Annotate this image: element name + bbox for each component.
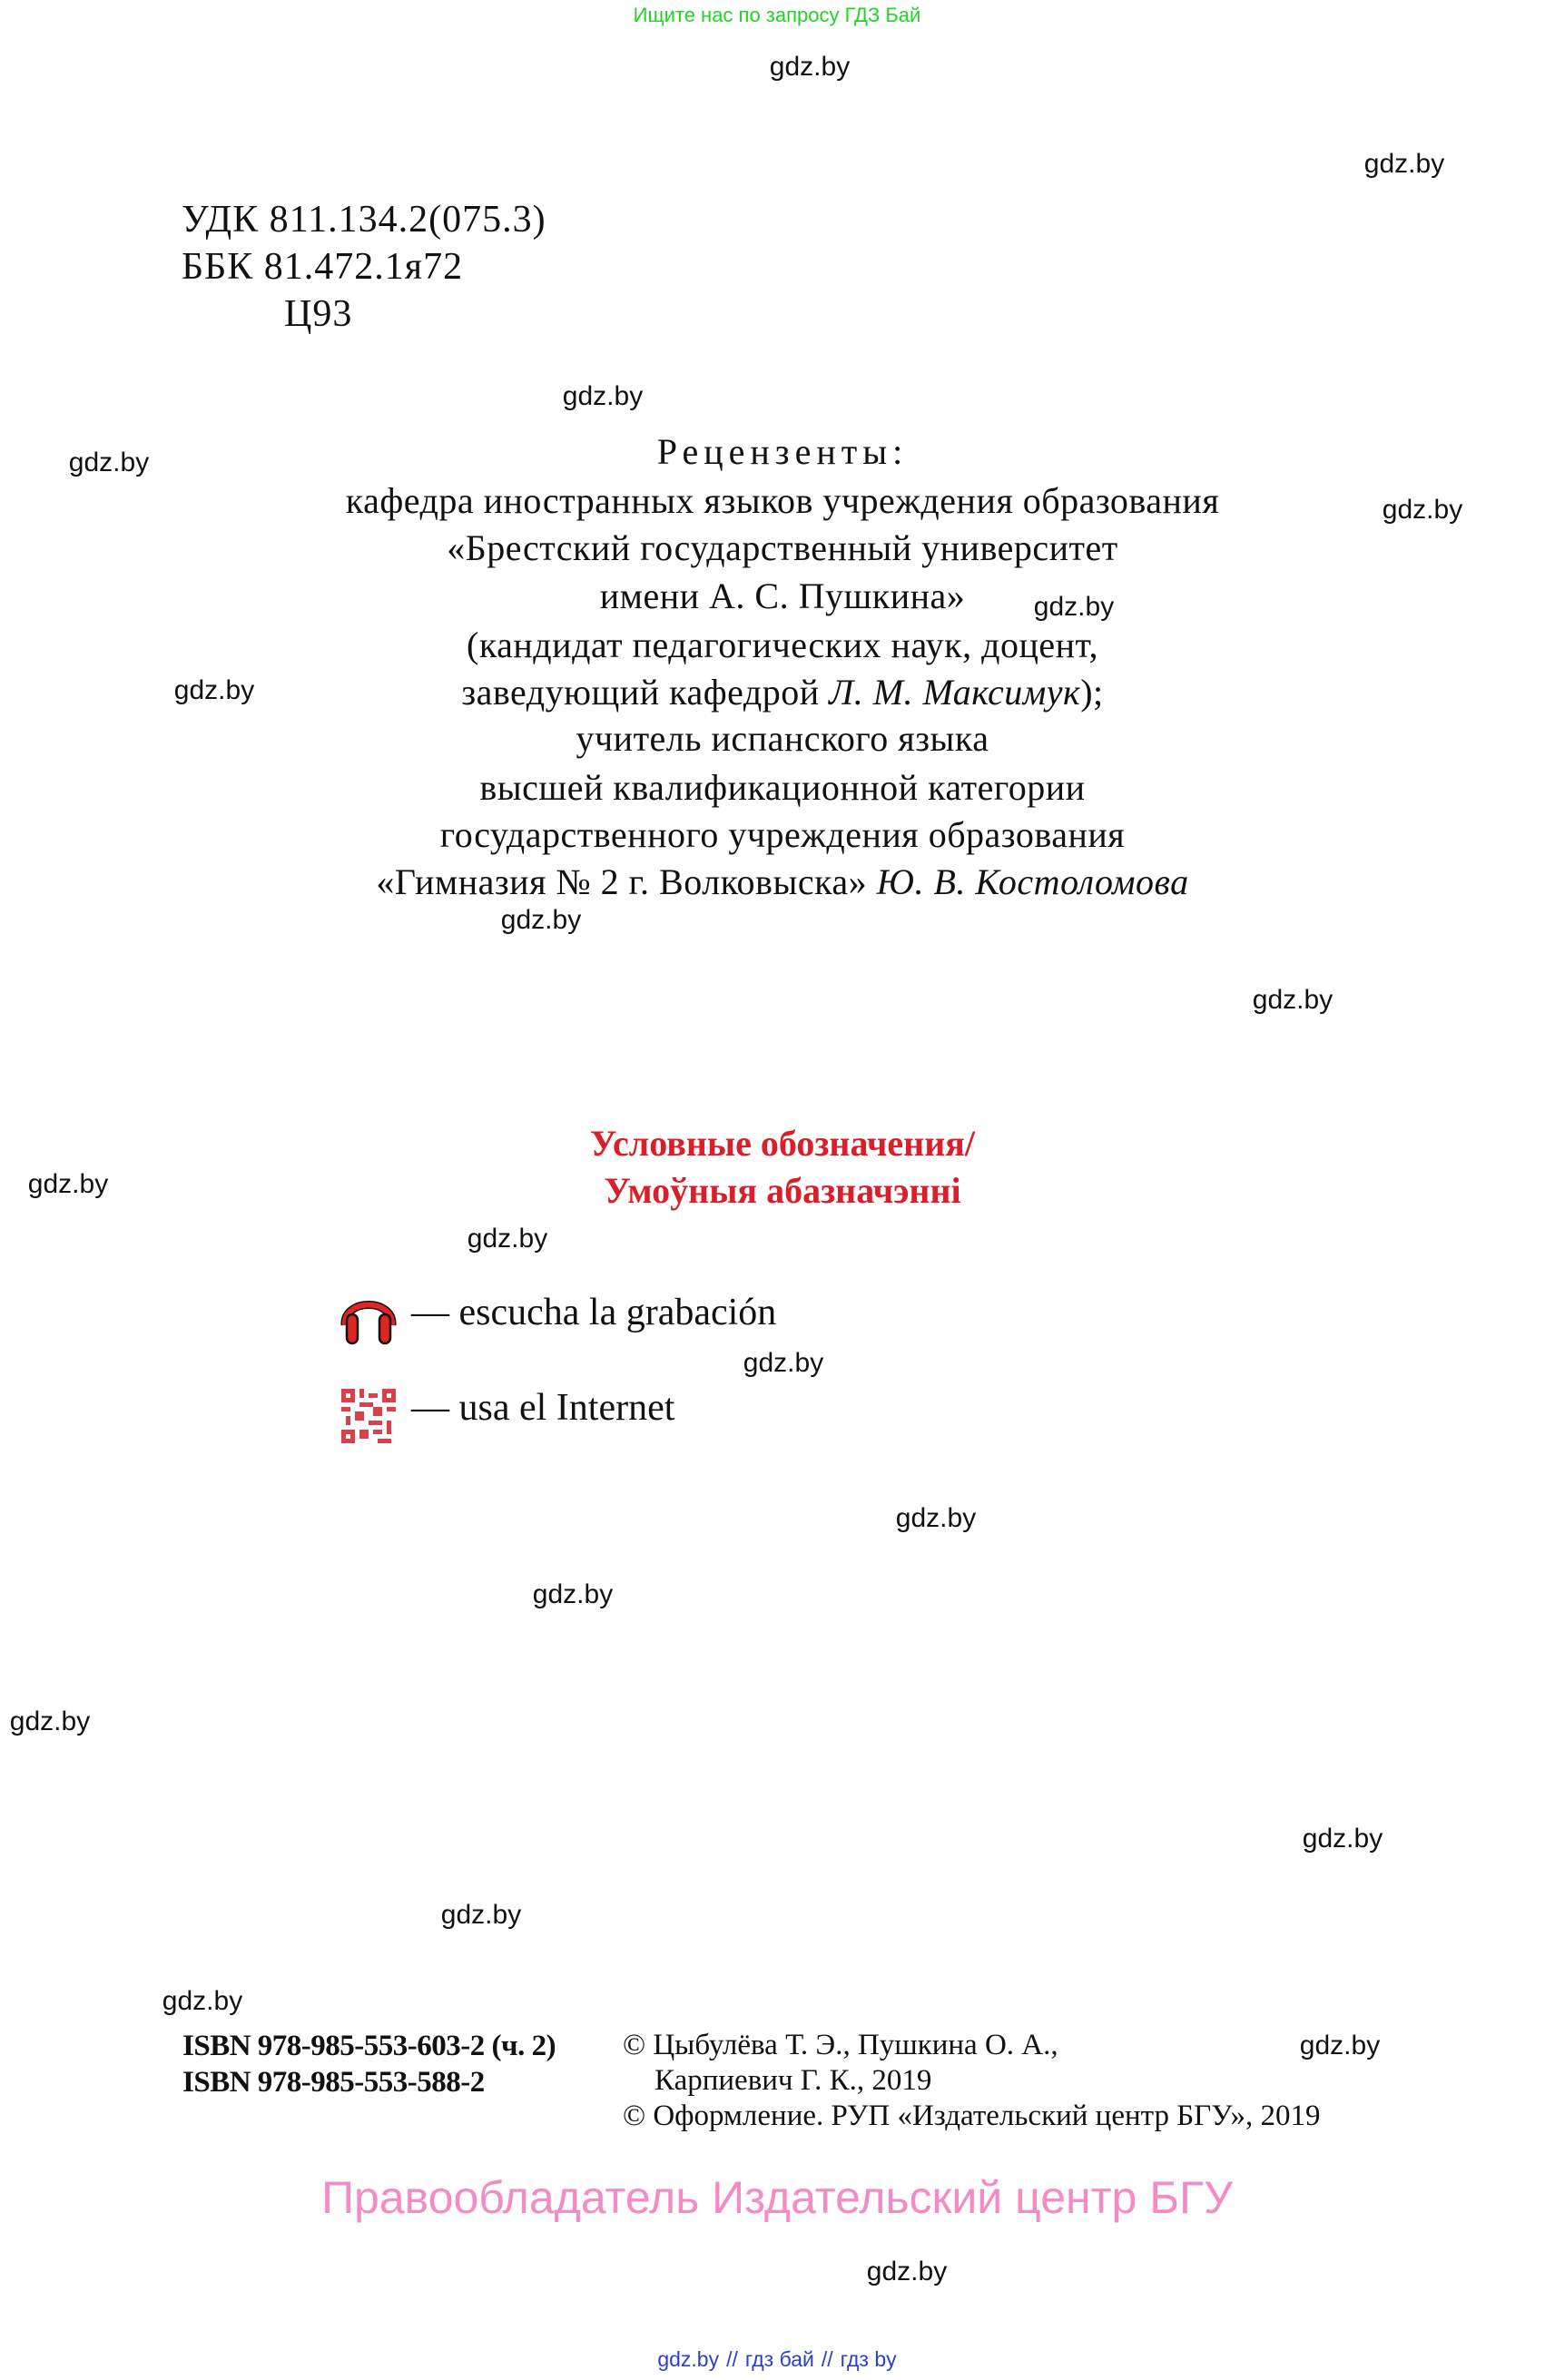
reviewer-line: имени А. С. Пушкина» xyxy=(599,575,966,616)
watermark: gdz.by xyxy=(9,1706,91,1736)
legend-title-ru: Условные обозначения/ xyxy=(589,1123,976,1164)
reviewer-text: заведующий кафедрой xyxy=(461,672,830,713)
qr-code-icon xyxy=(341,1389,396,1443)
legend-item-internet: — usa el Internet xyxy=(411,1387,675,1429)
watermark: gdz.by xyxy=(1382,495,1463,525)
watermark: gdz.by xyxy=(162,1986,243,2016)
author-mark: Ц93 xyxy=(284,293,353,335)
watermark: gdz.by xyxy=(68,447,150,477)
watermark: gdz.by xyxy=(500,905,582,935)
reviewer-name: Л. М. Максимук xyxy=(829,672,1081,713)
legend-item-audio: — escucha la grabación xyxy=(411,1292,777,1333)
copyright-authors: © Цыбулёва Т. Э., Пушкина О. А., xyxy=(623,2029,1058,2061)
legend-title-by: Умоўныя абазначэнні xyxy=(604,1170,961,1211)
watermark: gdz.by xyxy=(1252,985,1334,1015)
reviewer-line xyxy=(461,671,1103,713)
watermark: gdz.by xyxy=(562,381,644,411)
watermark: gdz.by xyxy=(769,52,851,82)
top-banner[interactable]: Ищите нас по запросу ГДЗ Бай xyxy=(633,4,921,26)
headphones-icon xyxy=(338,1285,399,1347)
reviewers-title: Рецензенты: xyxy=(656,431,909,472)
isbn-part: ISBN 978-985-553-603-2 (ч. 2) xyxy=(182,2030,556,2062)
footer-separator: // xyxy=(821,2347,833,2371)
reviewer-line: «Брестский государственный университет xyxy=(447,527,1118,568)
footer-link[interactable]: gdz.by xyxy=(657,2347,720,2371)
watermark: gdz.by xyxy=(467,1224,548,1254)
reviewer-line: государственного учреждения образования xyxy=(439,814,1126,855)
copyright-design: © Оформление. РУП «Издательский центр БГУ», 2019 xyxy=(623,2100,1321,2132)
watermark: gdz.by xyxy=(532,1579,614,1609)
rights-holder: Правообладатель Издательский центр БГУ xyxy=(321,2172,1233,2223)
footer-separator: // xyxy=(726,2347,738,2371)
reviewer-line: высшей квалификационной категории xyxy=(479,767,1086,808)
watermark: gdz.by xyxy=(1033,592,1115,622)
watermark: gdz.by xyxy=(1299,2031,1381,2060)
reviewer-line xyxy=(376,861,1188,903)
footer-link[interactable]: гдз бай xyxy=(744,2347,814,2371)
reviewer-text: «Гимназия № 2 г. Волковыска» xyxy=(376,861,877,902)
bbk-code: ББК 81.472.1я72 xyxy=(182,246,464,288)
watermark: gdz.by xyxy=(27,1169,109,1199)
reviewer-line: (кандидат педагогических наук, доцент, xyxy=(467,625,1098,665)
footer-link[interactable]: гдз by xyxy=(840,2347,897,2371)
footer-links xyxy=(654,2347,900,2372)
watermark: gdz.by xyxy=(440,1900,522,1930)
isbn-set: ISBN 978-985-553-588-2 xyxy=(182,2066,485,2099)
watermark: gdz.by xyxy=(743,1348,824,1378)
watermark: gdz.by xyxy=(895,1503,977,1533)
reviewer-line: кафедра иностранных языков учреждения образования xyxy=(345,480,1220,521)
watermark: gdz.by xyxy=(1363,149,1445,179)
reviewer-line: учитель испанского языка xyxy=(576,718,989,759)
watermark: gdz.by xyxy=(173,675,255,705)
reviewer-name: Ю. В. Костоломова xyxy=(876,861,1189,902)
udk-code: УДК 811.134.2(075.3) xyxy=(182,199,546,241)
reviewer-text: ); xyxy=(1080,672,1104,713)
watermark: gdz.by xyxy=(1302,1824,1383,1854)
copyright-authors-cont: Карпиевич Г. К., 2019 xyxy=(654,2064,932,2097)
watermark: gdz.by xyxy=(866,2257,948,2287)
